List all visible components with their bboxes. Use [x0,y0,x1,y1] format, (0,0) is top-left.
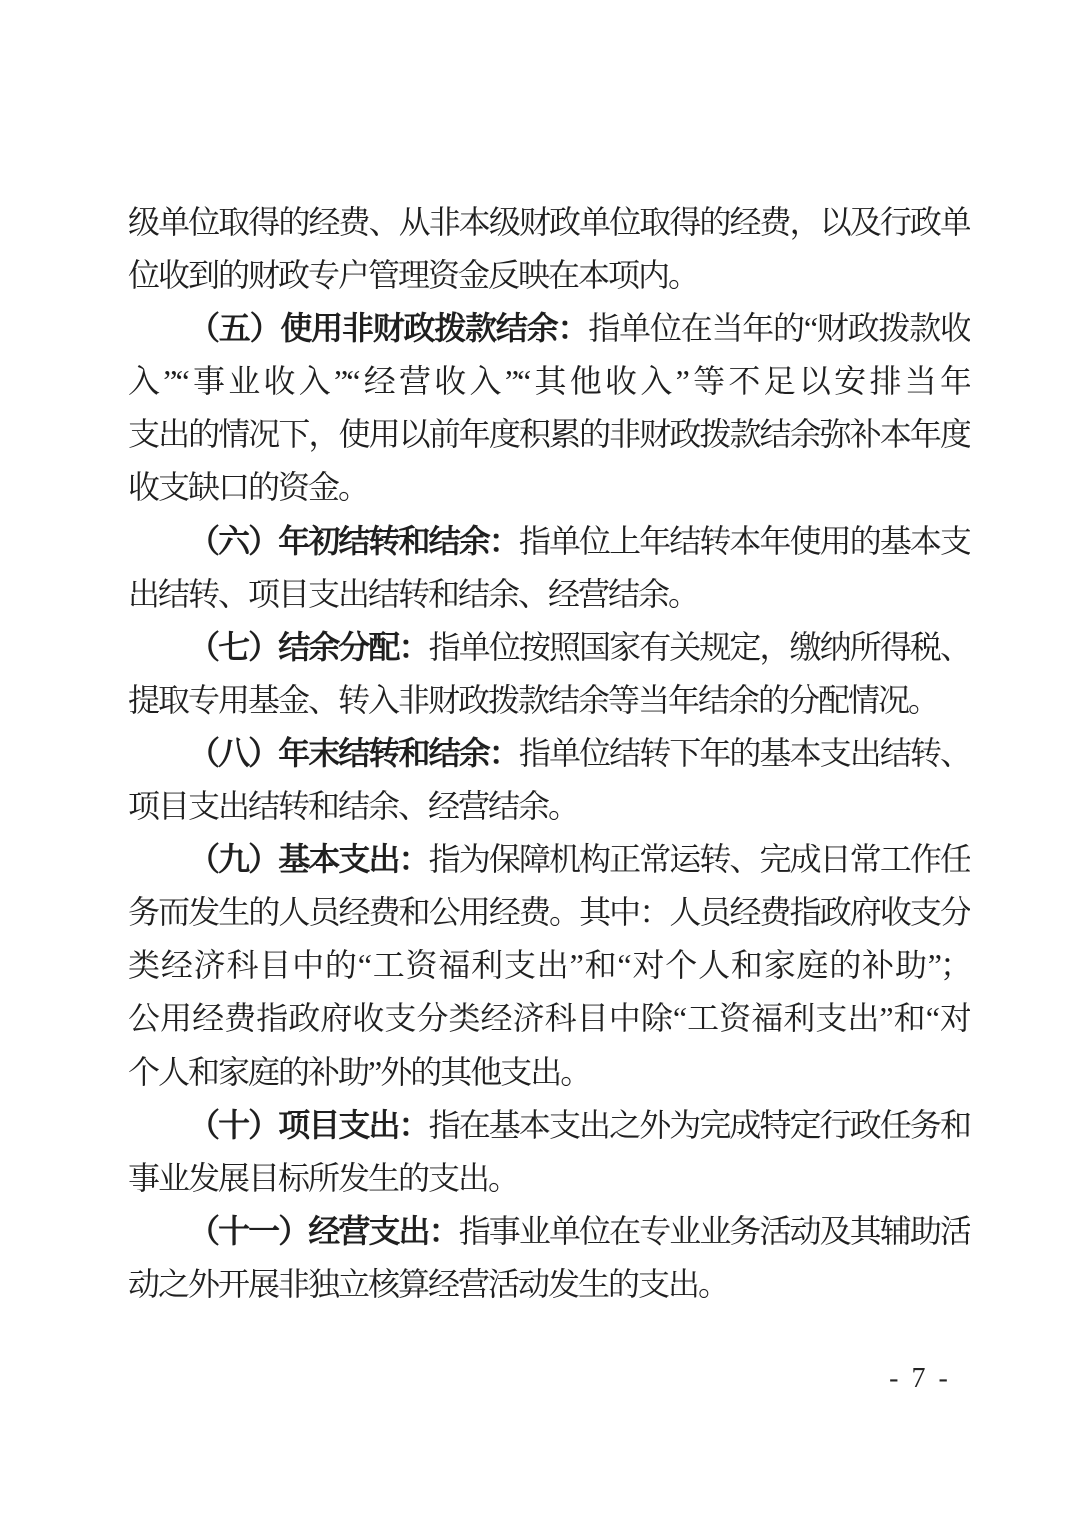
text-line [128,674,970,727]
paragraph-text: 入”“事业收入”“经营收入”“其他收入”等不足以安排当年 [128,363,970,400]
text-block [128,196,970,1311]
text-line [128,1258,970,1311]
text-line [128,515,970,568]
paragraph-text: 位收到的财政专户管理资金反映在本项内。 [128,257,699,294]
paragraph-text: 指为保障机构正常运转、完成日常工作任 [428,841,970,878]
page-number: - 7 - [889,1363,951,1394]
paragraph-text: 指单位结转下年的基本支出结转、 [518,734,970,771]
paragraph-heading: （十）项目支出： [188,1106,429,1143]
paragraph-heading: （九）基本支出： [188,841,429,878]
paragraph-text: 个人和家庭的补助”外的其他支出。 [128,1053,591,1090]
text-line [128,196,970,249]
paragraph-text: 出结转、项目支出结转和结余、经营结余。 [128,575,699,612]
text-line [128,1152,970,1205]
paragraph-heading: （七）结余分配： [188,628,429,665]
paragraph-text: 指单位上年结转本年使用的基本支 [518,522,970,559]
paragraph-text: 支出的情况下，使用以前年度积累的非财政拨款结余弥补本年度 [128,416,970,453]
text-line [128,302,970,355]
text-line [128,939,970,992]
paragraph-heading: （五）使用非财政拨款结余： [188,310,589,347]
text-line [128,355,970,408]
text-line [128,461,970,514]
text-line [128,833,970,886]
paragraph-text: 级单位取得的经费、从非本级财政单位取得的经费，以及行政单 [128,204,970,240]
paragraph-text: 指单位按照国家有关规定，缴纳所得税、 [428,628,970,665]
paragraph-text: 动之外开展非独立核算经营活动发生的支出。 [128,1265,729,1302]
paragraph-text: 公用经费指政府收支分类经济科目中除“工资福利支出”和“对 [128,1000,970,1037]
text-line [128,1099,970,1152]
paragraph-text: 指单位在当年的“财政拨款收 [588,310,970,347]
paragraph-heading: （八）年末结转和结余： [188,734,519,771]
text-line [128,1046,970,1099]
text-line [128,780,970,833]
paragraph-text: 指事业单位在专业业务活动及其辅助活 [458,1212,970,1249]
paragraph-heading: （十一）经营支出： [188,1212,459,1249]
paragraph-text: 项目支出结转和结余、经营结余。 [128,788,579,825]
paragraph-text: 指在基本支出之外为完成特定行政任务和 [428,1106,970,1143]
text-line [128,249,970,302]
text-line [128,1205,970,1258]
text-line [128,621,970,674]
paragraph-text: 收支缺口的资金。 [128,469,369,506]
paragraph-text: 类经济科目中的“工资福利支出”和“对个人和家庭的补助”； [128,947,970,984]
text-line [128,727,970,780]
paragraph-text: 提取专用基金、转入非财政拨款结余等当年结余的分配情况。 [128,681,939,718]
text-line [128,992,970,1045]
paragraph-text: 事业发展目标所发生的支出。 [128,1159,519,1196]
text-line [128,886,970,939]
paragraph-heading: （六）年初结转和结余： [188,522,519,559]
text-line [128,408,970,461]
text-line [128,568,970,621]
paragraph-text: 务而发生的人员经费和公用经费。其中：人员经费指政府收支分 [128,894,970,931]
